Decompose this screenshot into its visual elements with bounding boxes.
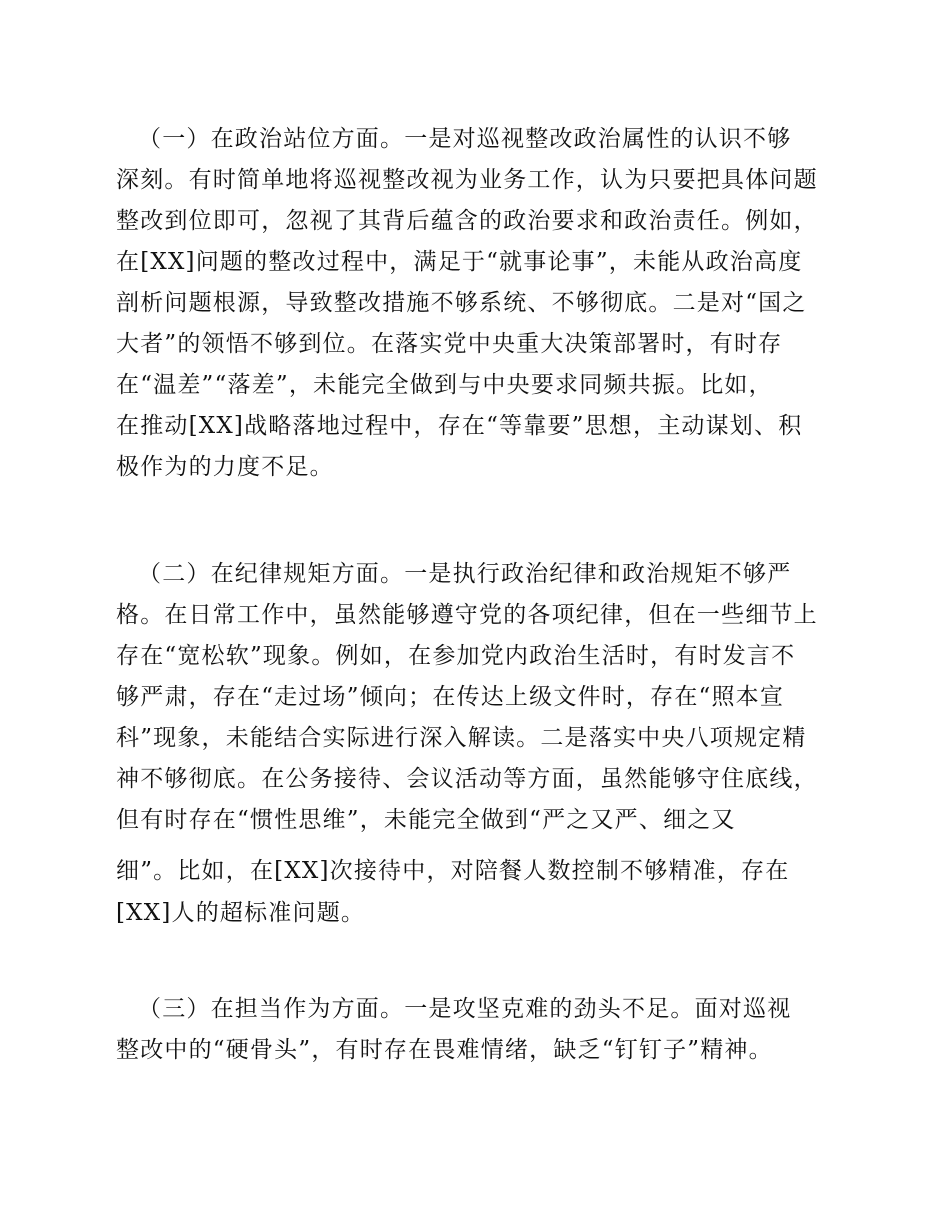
text-line: 极作为的力度不足。: [116, 454, 334, 480]
text-line: 在推动[XX]战略落地过程中，存在“等靠要”思想，主动谋划、积: [116, 413, 803, 439]
text-line: 神不够彻底。在公务接待、会议活动等方面，虽然能够守住底线，: [116, 766, 818, 792]
text-line: 格。在日常工作中，虽然能够遵守党的各项纪律，但在一些细节上: [116, 602, 818, 628]
text-line: 科”现象，未能结合实际进行深入解读。二是落实中央八项规定精: [116, 725, 807, 751]
text-line: 剖析问题根源，导致整改措施不够系统、不够彻底。二是对“国之: [116, 290, 807, 316]
text-line: 深刻。有时简单地将巡视整改视为业务工作，认为只要把具体问题: [116, 167, 818, 193]
text-line: 但有时存在“惯性思维”，未能完全做到“严之又严、细之又: [116, 807, 736, 833]
text-line: （二）在纪律规矩方面。一是执行政治纪律和政治规矩不够严: [138, 561, 792, 587]
text-line: 在“温差”“落差”，未能完全做到与中央要求同频共振。比如，: [116, 372, 773, 398]
text-line: 整改中的“硬骨头”，有时存在畏难情绪，缺乏“钉钉子”精神。: [116, 1037, 773, 1063]
text-line: [XX]人的超标准问题。: [116, 900, 366, 926]
text-line: 整改到位即可，忽视了其背后蕴含的政治要求和政治责任。例如，: [116, 208, 818, 234]
text-line: 在[XX]问题的整改过程中，满足于“就事论事”，未能从政治高度: [116, 249, 803, 275]
text-line: 细”。比如，在[XX]次接待中，对陪餐人数控制不够精准，存在: [116, 858, 790, 884]
text-line: 够严肃，存在“走过场”倾向；在传达上级文件时，存在“照本宣: [116, 684, 785, 710]
text-line: （三）在担当作为方面。一是攻坚克难的劲头不足。面对巡视: [138, 996, 792, 1022]
text-line: （一）在政治站位方面。一是对巡视整改政治属性的认识不够: [138, 126, 792, 152]
text-line: 存在“宽松软”现象。例如，在参加党内政治生活时，有时发言不: [116, 643, 796, 669]
text-line: 大者”的领悟不够到位。在落实党中央重大决策部署时，有时存: [116, 331, 783, 357]
